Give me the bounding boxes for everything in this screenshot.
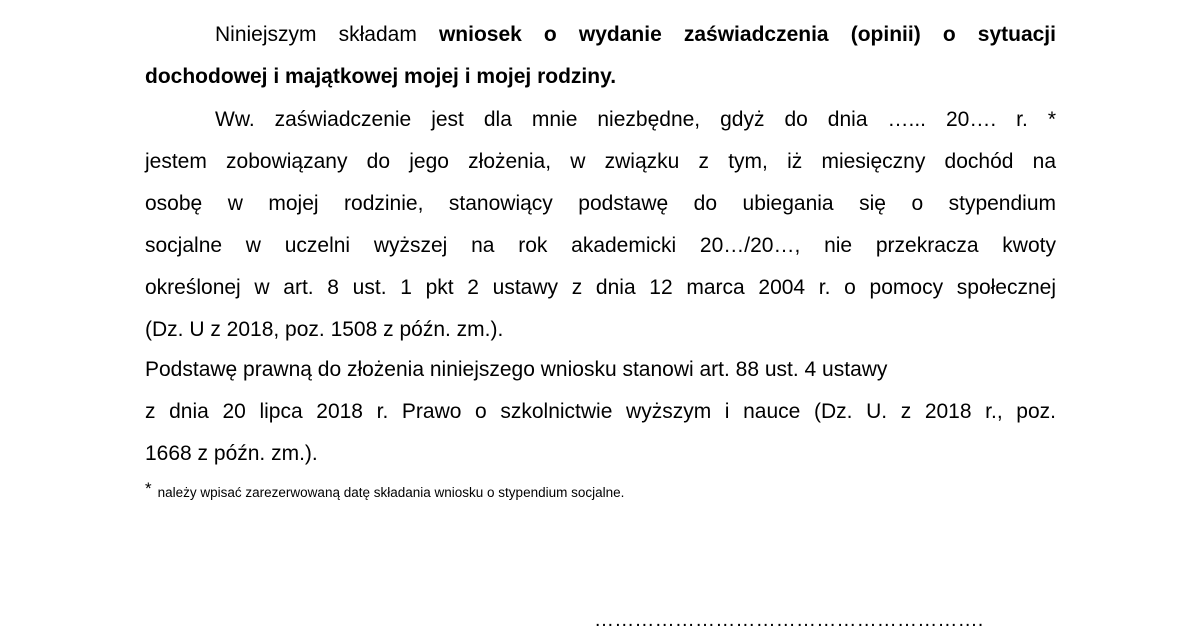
paragraph1-bold-line2: dochodowej i majątkowej mojej i mojej rodziny.: [145, 65, 617, 88]
paragraph2-line2: jestem zobowiązany do jego złożenia, w związku z tym, iż miesięczny dochód na: [145, 150, 1056, 173]
paragraph3-line3: 1668 z późn. zm.).: [145, 442, 318, 465]
signature-line: ………………………………………………….: [594, 609, 984, 631]
footnote: [145, 479, 625, 502]
paragraph2-line6: (Dz. U z 2018, poz. 1508 z późn. zm.).: [145, 318, 504, 341]
paragraph3-line2: z dnia 20 lipca 2018 r. Prawo o szkolnictwie wyższym i nauce (Dz. U. z 2018 r., poz.: [145, 400, 1056, 423]
paragraph1-line1: [215, 23, 1056, 47]
paragraph1-lead: Niniejszym składam: [215, 23, 439, 46]
paragraph3-line1: Podstawę prawną do złożenia niniejszego wniosku stanowi art. 88 ust. 4 ustawy: [145, 358, 888, 381]
footnote-text: należy wpisać zarezerwowaną datę składania wniosku o stypendium socjalne.: [157, 485, 625, 500]
paragraph2-line5: określonej w art. 8 ust. 1 pkt 2 ustawy z dnia 12 marca 2004 r. o pomocy społecznej: [145, 276, 1056, 299]
footnote-marker: *: [145, 479, 152, 498]
paragraph2-line1: Ww. zaświadczenie jest dla mnie niezbędne, gdyż do dnia …... 20…. r. *: [215, 108, 1056, 131]
paragraph2-line3: osobę w mojej rodzinie, stanowiący podstawę do ubiegania się o stypendium: [145, 192, 1056, 215]
paragraph2-line4: socjalne w uczelni wyższej na rok akademicki 20…/20…, nie przekracza kwoty: [145, 234, 1056, 257]
paragraph1-bold-line1: wniosek o wydanie zaświadczenia (opinii) o sytuacji: [438, 23, 1056, 46]
